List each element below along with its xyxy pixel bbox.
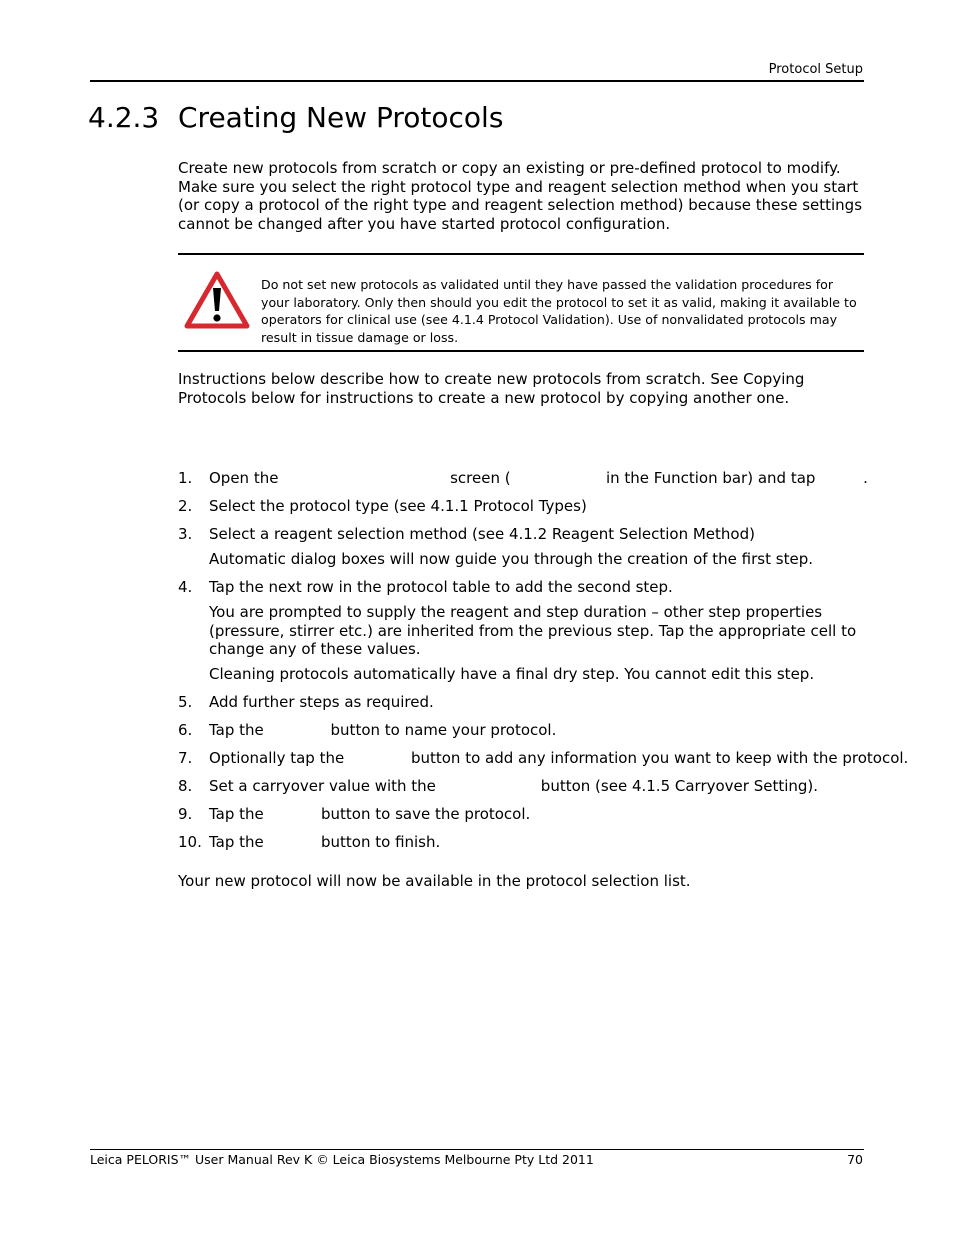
instructions-paragraph: Instructions below describe how to create new protocols from scratch. See Copying Protocols below for instructions to create a new protocol by copying another one. (178, 370, 805, 407)
step-note: Automatic dialog boxes will now guide you through the creation of the first step. (209, 550, 813, 568)
step-number: 3. (178, 525, 193, 543)
step-number: 8. (178, 777, 193, 795)
step-text: Tap the button to name your protocol. (209, 721, 557, 739)
section-heading (88, 101, 503, 134)
section-number: 4.2.3 (88, 101, 160, 134)
step-text: Open the screen ( in the Function bar) and tap . (209, 469, 868, 487)
page-number: 70 (847, 1152, 863, 1167)
header-rule (90, 80, 864, 82)
closing-paragraph: Your new protocol will now be available in the protocol selection list. (178, 872, 691, 890)
warning-bottom-rule (178, 350, 864, 352)
step-number: 2. (178, 497, 193, 515)
footer-rule (90, 1149, 864, 1150)
step-number: 9. (178, 805, 193, 823)
intro-paragraph: Create new protocols from scratch or copy an existing or pre-defined protocol to modify. Make sure you select the right protocol type and reagent selection method when you start (or copy a protocol of the right type and reagent selection method) because these settings cannot be changed after you have started protocol configuration. (178, 159, 863, 234)
footer-copyright: Leica PELORIS™ User Manual Rev K © Leica Biosystems Melbourne Pty Ltd 2011 (90, 1152, 594, 1167)
step-text: Tap the button to save the protocol. (209, 805, 531, 823)
step-number: 4. (178, 578, 193, 596)
step-text: Select the protocol type (see 4.1.1 Protocol Types) (209, 497, 587, 515)
step-text: Select a reagent selection method (see 4.1.2 Reagent Selection Method) (209, 525, 755, 543)
step-number: 6. (178, 721, 193, 739)
warning-top-rule (178, 253, 864, 255)
step-note: Cleaning protocols automatically have a final dry step. You cannot edit this step. (209, 665, 815, 683)
step-number: 10. (178, 833, 202, 851)
section-title: Creating New Protocols (178, 101, 504, 134)
step-number: 1. (178, 469, 193, 487)
step-text: Tap the next row in the protocol table to add the second step. (209, 578, 673, 596)
step-text: Tap the button to finish. (209, 833, 441, 851)
step-text: Set a carryover value with the button (see 4.1.5 Carryover Setting). (209, 777, 819, 795)
step-text: Optionally tap the button to add any information you want to keep with the protocol. (209, 749, 909, 767)
running-header: Protocol Setup (768, 62, 863, 77)
warning-text: Do not set new protocols as validated until they have passed the validation procedures for your laboratory. Only then should you edit the protocol to set it as valid, making it available to operators for clinical use (see 4.1.4 Protocol Validation). Use of nonvalidated protocols may result in tissue damage or loss. (261, 277, 857, 345)
step-number: 7. (178, 749, 193, 767)
warning-triangle-icon (184, 271, 250, 329)
step-number: 5. (178, 693, 193, 711)
step-text: Add further steps as required. (209, 693, 434, 711)
step-note: You are prompted to supply the reagent and step duration – other step properties (pressure, stirrer etc.) are inherited from the previous step. Tap the appropriate cell to change any of these values. (209, 603, 857, 659)
